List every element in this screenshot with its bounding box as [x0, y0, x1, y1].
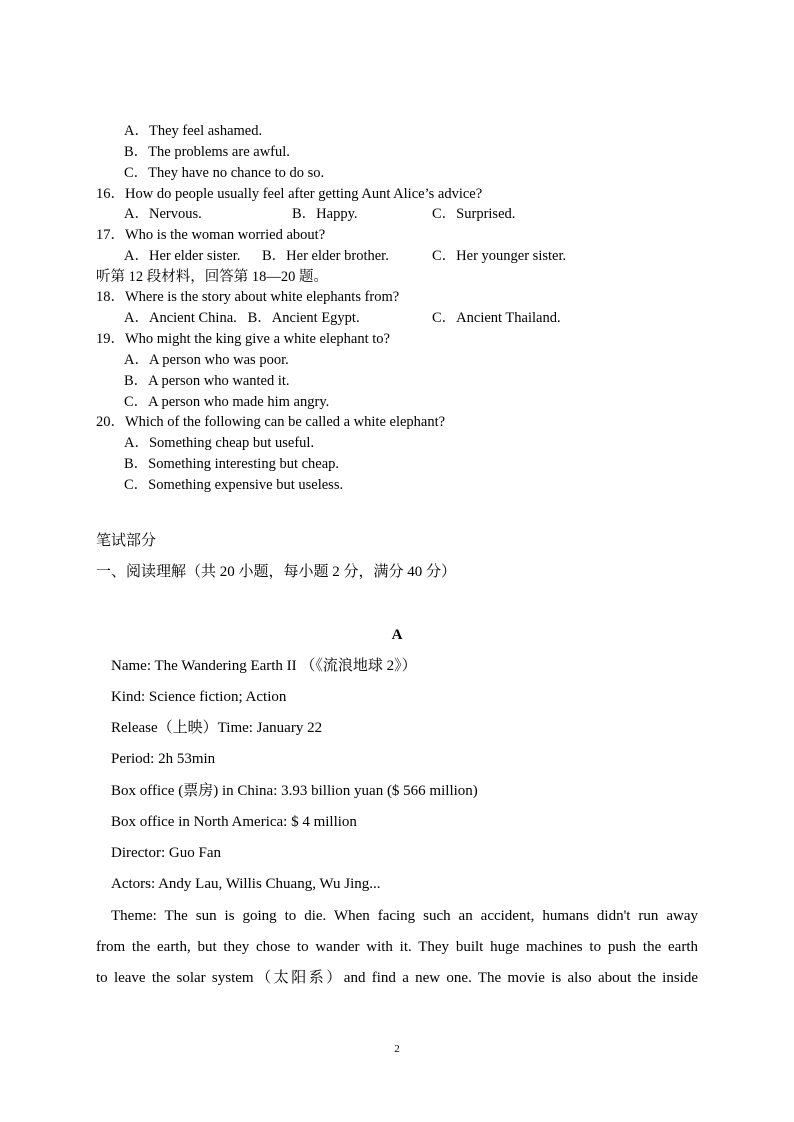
q18-option-c: C．Ancient Thailand.	[432, 310, 561, 326]
q18-option-ab: A．Ancient China. B．Ancient Egypt.	[124, 310, 360, 326]
written-part-heading: 笔试部分	[96, 533, 157, 549]
movie-name: Name: The Wandering Earth II （《流浪地球 2》）	[111, 658, 417, 674]
movie-actors: Actors: Andy Lau, Willis Chuang, Wu Jing...	[111, 876, 381, 892]
theme-line-1: Theme: The sun is going to die. When facing such an accident, humans didn't run away	[111, 908, 698, 924]
q16-option-b: B．Happy.	[292, 206, 358, 222]
q18-question: 18．Where is the story about white elephants from?	[96, 289, 400, 305]
movie-release: Release（上映）Time: January 22	[111, 720, 323, 736]
q19-option-b: B．A person who wanted it.	[124, 373, 290, 389]
box-office-north-america: Box office in North America: $ 4 million	[111, 814, 357, 830]
q20-option-a: A．Something cheap but useful.	[124, 435, 315, 451]
q17-question: 17．Who is the woman worried about?	[96, 227, 326, 243]
theme-line-2: from the earth, but they chose to wander with it. They built huge machines to push the earth	[96, 939, 698, 955]
movie-kind: Kind: Science fiction; Action	[111, 689, 287, 705]
movie-period: Period: 2h 53min	[111, 751, 216, 767]
q20-option-c: C．Something expensive but useless.	[124, 477, 344, 493]
q19-question: 19．Who might the king give a white elephant to?	[96, 331, 390, 347]
passage-label: A	[391, 627, 403, 643]
q20-question: 20．Which of the following can be called a white elephant?	[96, 414, 446, 430]
q17-option-a: A．Her elder sister.	[124, 248, 241, 264]
q15-option-a: A．They feel ashamed.	[124, 123, 263, 139]
movie-director: Director: Guo Fan	[111, 845, 221, 861]
q17-option-b: B．Her elder brother.	[262, 248, 389, 264]
q16-question: 16．How do people usually feel after getting Aunt Alice’s advice?	[96, 186, 483, 202]
q16-option-c: C．Surprised.	[432, 206, 516, 222]
q15-option-b: B．The problems are awful.	[124, 144, 290, 160]
q20-option-b: B．Something interesting but cheap.	[124, 456, 340, 472]
theme-line-3: to leave the solar system（太阳系）and find a new one. The movie is also about the inside	[96, 970, 698, 986]
q19-option-a: A．A person who was poor.	[124, 352, 289, 368]
q19-option-c: C．A person who made him angry.	[124, 394, 330, 410]
page-number: 2	[394, 1043, 400, 1055]
box-office-china: Box office (票房) in China: 3.93 billion yuan ($ 566 million)	[111, 783, 478, 799]
q17-option-c: C．Her younger sister.	[432, 248, 567, 264]
q15-option-c: C．They have no chance to do so.	[124, 165, 325, 181]
reading-section-heading: 一、阅读理解（共 20 小题，每小题 2 分，满分 40 分）	[96, 564, 457, 580]
q16-option-a: A．Nervous.	[124, 206, 202, 222]
section-12-instruction: 听第 12 段材料，回答第 18—20 题。	[96, 269, 328, 285]
